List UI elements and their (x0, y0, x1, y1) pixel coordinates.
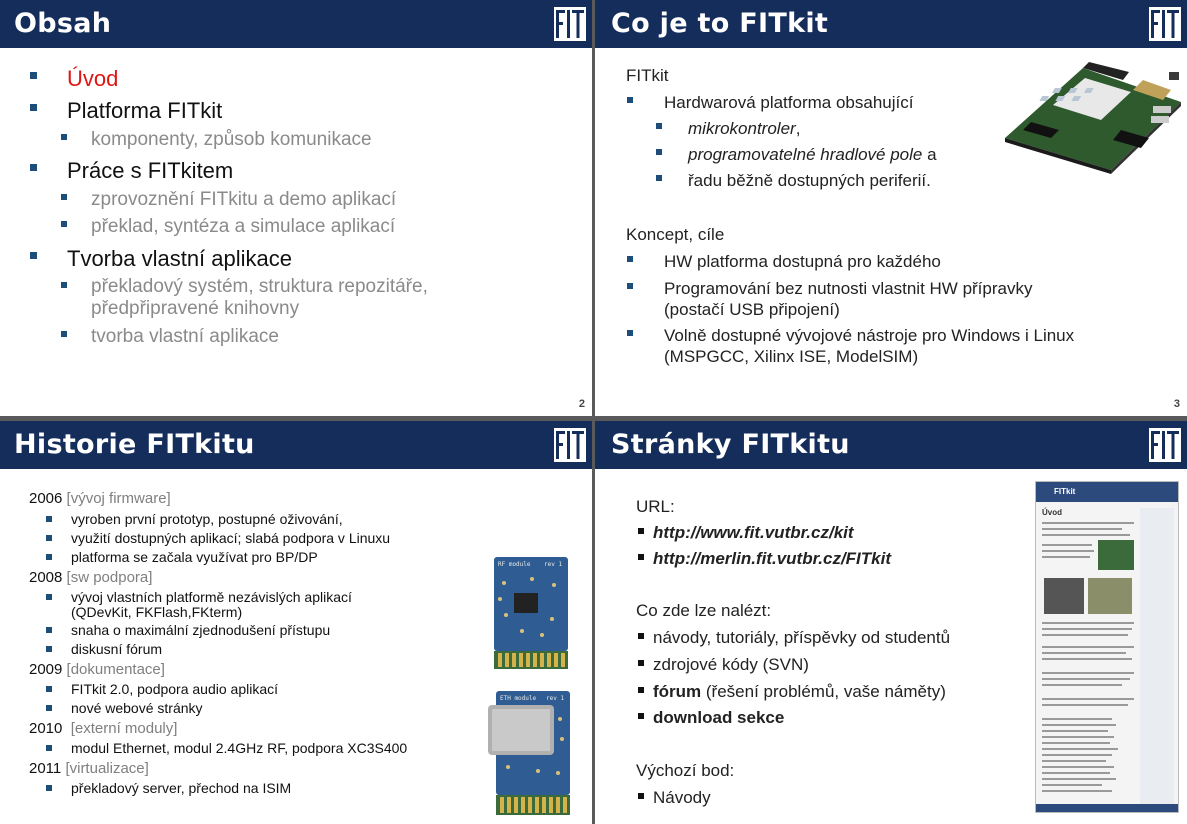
toc-item: Tvorba vlastní aplikace (67, 246, 292, 271)
year-heading: 2009 [dokumentace] (29, 661, 165, 678)
section-heading: Co zde lze nalézt: (636, 601, 772, 620)
bullet-icon (627, 330, 633, 336)
bullet-icon (638, 554, 644, 560)
text-line (1042, 748, 1118, 750)
toc-item: Práce s FITkitem (67, 158, 234, 183)
bullet-icon (61, 282, 67, 288)
bullet-icon (627, 256, 633, 262)
bullet-icon (30, 164, 37, 171)
title-bar (595, 421, 1187, 469)
text-line (1042, 790, 1112, 792)
slide-title: Co je to FITkit (611, 8, 829, 39)
image-thumbnail (1088, 578, 1132, 614)
text-line (1042, 646, 1134, 648)
bullet-icon (638, 713, 644, 719)
history-item-cont: (QDevKit, FKFlash,FKterm) (71, 604, 243, 620)
text-line (1042, 522, 1134, 524)
bullet-text: Návody (653, 788, 711, 807)
section-heading: URL: (636, 497, 675, 516)
bullet-icon (46, 554, 52, 560)
year-heading: 2011 [virtualizace] (29, 760, 149, 777)
toc-subitem: překlad, syntéza a simulace aplikací (91, 216, 396, 237)
bullet-icon (627, 97, 633, 103)
year-heading: 2008 [sw podpora] (29, 569, 153, 586)
bullet-text: návody, tutoriály, příspěvky od studentů (653, 628, 951, 647)
bullet-text: mikrokontroler, (688, 119, 801, 138)
bullet-text: programovatelné hradlové pole a (688, 145, 937, 164)
bullet-text: Programování bez nutnosti vlastnit HW přípravky (664, 279, 1033, 298)
section-heading: Koncept, cíle (626, 225, 725, 244)
slide-what-is-fitkit (595, 0, 1187, 416)
bullet-icon (656, 149, 662, 155)
toc-subitem: zprovoznění FITkitu a demo aplikací (91, 189, 397, 210)
year-heading: 2010 [externí moduly] (29, 720, 178, 737)
bullet-icon (61, 331, 67, 337)
text-line (1042, 672, 1134, 674)
text-line (1042, 622, 1134, 624)
fitkit-board-image (1003, 60, 1183, 175)
section-heading: Výchozí bod: (636, 761, 735, 780)
year-heading: 2006 [vývoj firmware] (29, 490, 171, 507)
bullet-text: zdrojové kódy (SVN) (653, 655, 809, 674)
toc-item: Platforma FITkit (67, 98, 223, 123)
bullet-icon (61, 194, 67, 200)
bullet-icon (656, 123, 662, 129)
bullet-text: Volně dostupné vývojové nástroje pro Windows i Linux (664, 326, 1075, 345)
bullet-icon (30, 252, 37, 259)
bullet-icon (30, 72, 37, 79)
bullet-icon (46, 594, 52, 600)
text-line (1042, 778, 1116, 780)
toc-item: Úvod (67, 66, 119, 91)
rf-module-image (492, 555, 570, 673)
text-line (1042, 698, 1134, 700)
screenshot-sidebar (1140, 508, 1174, 808)
website-screenshot (1035, 481, 1179, 813)
history-item: diskusní fórum (71, 641, 163, 657)
page-number: 3 (1173, 398, 1180, 410)
text-line (1042, 556, 1090, 558)
bullet-text: download sekce (653, 708, 785, 727)
history-item: využití dostupných aplikací; slabá podpora v Linuxu (71, 530, 391, 546)
bullet-icon (46, 646, 52, 652)
slide-contents (0, 0, 592, 416)
slide-fitkit-web (595, 421, 1187, 824)
bullet-icon (656, 175, 662, 181)
fit-logo (1149, 427, 1181, 463)
rf-module-rev: rev 1 (544, 561, 563, 568)
text-line (1042, 634, 1128, 636)
text-line (1042, 784, 1102, 786)
bullet-text-cont: (MSPGCC, Xilinx ISE, ModelSIM) (664, 347, 919, 366)
bullet-icon (46, 785, 52, 791)
text-line (1042, 534, 1130, 536)
text-line (1042, 704, 1128, 706)
text-line (1042, 760, 1106, 762)
bullet-icon (30, 104, 37, 111)
bullet-icon (46, 516, 52, 522)
board-thumbnail (1098, 540, 1134, 570)
text-line (1042, 678, 1130, 680)
text-line (1042, 742, 1110, 744)
eth-module-rev: rev 1 (546, 695, 565, 702)
history-item: překladový server, přechod na ISIM (71, 780, 292, 796)
text-line (1042, 628, 1132, 630)
toc-subitem: tvorba vlastní aplikace (91, 326, 279, 347)
bullet-icon (638, 528, 644, 534)
screenshot-footer (1036, 804, 1178, 812)
history-item: platforma se začala využívat pro BP/DP (71, 549, 318, 565)
bullet-icon (638, 660, 644, 666)
text-line (1042, 528, 1122, 530)
bullet-icon (627, 283, 633, 289)
toc-subitem: komponenty, způsob komunikace (91, 129, 372, 150)
bullet-icon (61, 221, 67, 227)
toc-subitem-cont: předpřipravené knihovny (91, 298, 300, 319)
text-line (1042, 544, 1092, 546)
bullet-text-cont: (postačí USB připojení) (664, 300, 840, 319)
text-line (1042, 724, 1116, 726)
slide-history (0, 421, 592, 824)
bullet-icon (46, 535, 52, 541)
bullet-icon (46, 627, 52, 633)
slide-title: Obsah (14, 8, 112, 39)
bullet-icon (46, 745, 52, 751)
history-item: FITkit 2.0, podpora audio aplikací (71, 681, 279, 697)
url-link[interactable]: http://merlin.fit.vutbr.cz/FITkit (653, 549, 891, 568)
screenshot-title: Úvod (1042, 508, 1062, 517)
text-line (1042, 754, 1112, 756)
image-thumbnail (1044, 578, 1084, 614)
history-item: vývoj vlastních platformě nezávislých aplikací (71, 589, 352, 605)
bullet-text: Hardwarová platforma obsahující (664, 93, 914, 112)
bullet-icon (638, 633, 644, 639)
text-line (1042, 772, 1110, 774)
text-line (1042, 652, 1126, 654)
history-item: snaha o maximální zjednodušení přístupu (71, 622, 331, 638)
eth-module-label: ETH module (500, 695, 537, 702)
rf-module-label: RF module (498, 561, 531, 568)
bullet-icon (638, 687, 644, 693)
url-link[interactable]: http://www.fit.vutbr.cz/kit (653, 523, 854, 542)
text-line (1042, 766, 1114, 768)
text-line (1042, 718, 1112, 720)
bullet-text: fórum (řešení problémů, vaše náměty) (653, 682, 946, 701)
title-bar (595, 0, 1187, 48)
slide-title: Historie FITkitu (14, 429, 255, 460)
text-line (1042, 658, 1132, 660)
fit-logo (554, 427, 586, 463)
title-bar (0, 0, 592, 48)
text-line (1042, 736, 1114, 738)
text-line (1042, 730, 1108, 732)
title-bar (0, 421, 592, 469)
slide-title: Stránky FITkitu (611, 429, 850, 460)
history-item: nové webové stránky (71, 700, 203, 716)
bullet-icon (46, 705, 52, 711)
bullet-icon (46, 686, 52, 692)
bullet-icon (61, 134, 67, 140)
screenshot-header (1036, 482, 1178, 502)
text-line (1042, 550, 1094, 552)
toc-subitem: překladový systém, struktura repozitáře, (91, 276, 428, 297)
history-item: modul Ethernet, modul 2.4GHz RF, podpora XC3S400 (71, 740, 408, 756)
fit-logo (1149, 6, 1181, 42)
bullet-icon (638, 793, 644, 799)
bullet-text: řadu běžně dostupných periferií. (688, 171, 931, 190)
fit-logo (554, 6, 586, 42)
eth-module-image (488, 689, 574, 817)
page-number: 2 (578, 398, 585, 410)
text-line (1042, 684, 1122, 686)
section-heading: FITkit (626, 66, 669, 85)
screenshot-brand: FITkit (1054, 487, 1076, 496)
history-item: vyroben první prototyp, postupné oživování, (71, 511, 343, 527)
bullet-text: HW platforma dostupná pro každého (664, 252, 941, 271)
